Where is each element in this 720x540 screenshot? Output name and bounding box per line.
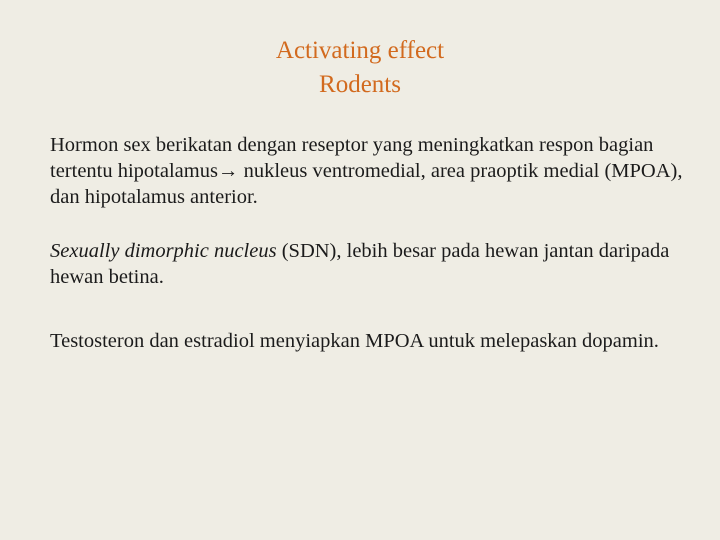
sdn-description: (SDN), lebih besar pada hewan jantan daripada hewan betina. xyxy=(50,240,670,288)
title-line-2: Rodents xyxy=(319,71,401,98)
title-line-1: Activating effect xyxy=(275,37,445,64)
slide-body xyxy=(50,132,690,382)
sdn-term: Sexually dimorphic nucleus xyxy=(50,240,277,262)
paragraph-hormone-receptors: Hormon sex berikatan dengan reseptor yang meningkatkan respon bagian tertentu hipotalamus→ nukleus ventromedial, area praoptik medial (MPOA), dan hipotalamus anterior. xyxy=(50,134,683,208)
paragraph-sdn xyxy=(50,238,690,290)
paragraph-mpoa-dopamine: Testosteron dan estradiol menyiapkan MPOA untuk melepaskan dopamin. xyxy=(50,330,659,352)
slide-title xyxy=(0,34,720,102)
